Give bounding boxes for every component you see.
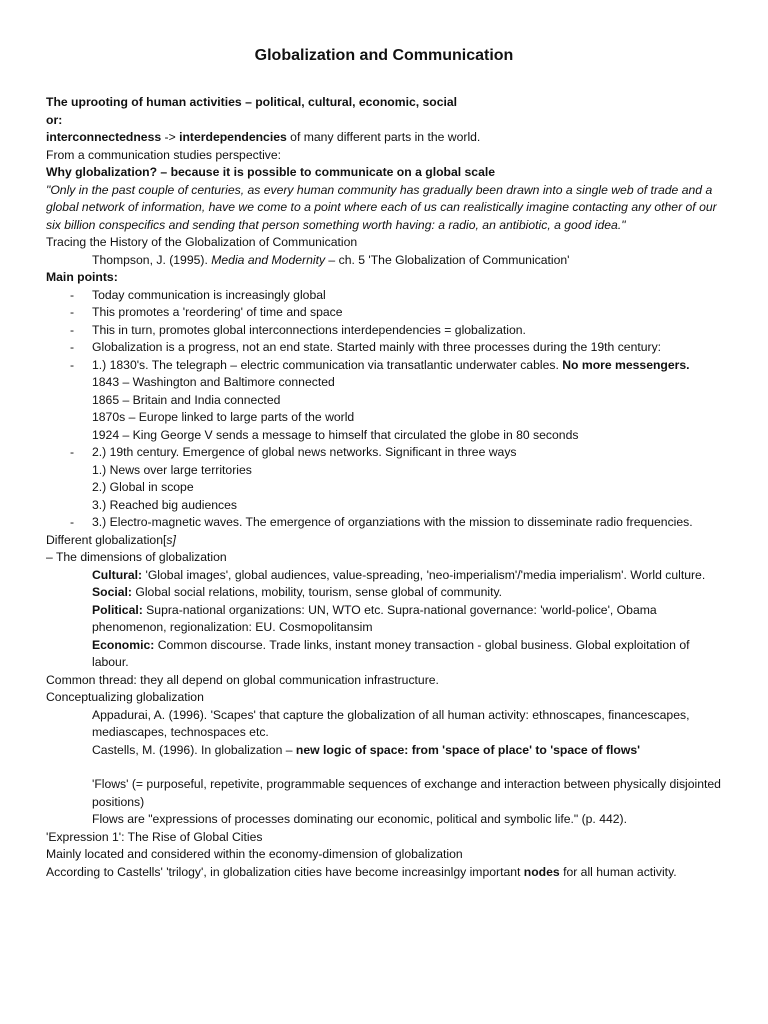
flows-quote: Flows are "expressions of processes dominating our economic, political and symbolic life." (p. 442). [92,812,627,826]
plural-s: s] [166,532,176,547]
ref-book: Media and Modernity [211,252,326,267]
interdependencies-term: interdependencies [179,130,287,144]
dash-marker: - [70,340,75,354]
conceptualizing-heading: Conceptualizing globalization [46,690,204,704]
point-4 [46,339,726,357]
dash-marker: - [70,515,75,529]
castells-trilogy [46,864,726,882]
telegraph-1865: 1865 – Britain and India connected [92,392,281,407]
point-5 [46,357,726,375]
economic-text: Common discourse. Trade links, instant money transaction - global business. Global exploitation of labour. [92,637,690,669]
trilogy-text: According to Castells' 'trilogy', in globalization cities have become increasinlgy important [46,864,524,879]
point-5-text: 1.) 1830's. The telegraph – electric communication via transatlantic underwater cables. [92,357,563,372]
page-title: Globalization and Communication [254,47,514,64]
telegraph-1924: 1924 – King George V sends a message to himself that circulated the globe in 80 seconds [92,427,579,442]
history-reference [46,252,726,270]
flows-term: 'Flows' [92,777,129,791]
social-label: Social: [92,585,132,599]
history-heading: Tracing the History of the Globalization of Communication [46,235,358,249]
nodes-term: nodes [523,864,560,879]
point-3 [46,322,726,340]
ref-author: Thompson, J. (1995). [92,252,212,267]
intro-line-2: or: [46,112,63,127]
document-body [46,94,726,881]
dimension-cultural [46,567,726,585]
point-3-text: This in turn, promotes global interconnections interdependencies = globalization. [92,322,526,337]
dimension-political [46,602,726,637]
political-label: Political: [92,602,143,617]
dimensions-heading-2: – The dimensions of globalization [46,550,227,564]
telegraph-1870s: 1870s – Europe linked to large parts of the world [92,410,355,424]
dimensions-heading-1 [46,532,726,550]
point-2-text: This promotes a 'reordering' of time and space [92,305,343,319]
flows-definition [46,776,726,811]
point-4-text: Globalization is a progress, not an end state. Started mainly with three processes during the 19th century: [92,340,662,354]
trilogy-end: for all human activity. [559,864,677,879]
flows-text: (= purposeful, repetivite, programmable sequences of exchange and interaction between physically disjointed positions) [92,777,721,809]
intro-line-3 [46,129,726,147]
castells-emphasis: new logic of space: from 'space of place' to 'space of flows' [295,742,641,757]
point-7-text: 3.) Electro-magnetic waves. The emergence of organziations with the mission to disseminate radio frequencies. [92,515,693,529]
social-text: Global social relations, mobility, tourism, sense global of community. [131,585,503,599]
news-sub-3: 3.) Reached big audiences [92,497,237,512]
interconnectedness-term: interconnectedness [46,130,162,144]
spacer [46,759,726,776]
political-text: Supra-national organizations: UN, WTO etc. Supra-national governance: 'world-police', Obama phenomenon, regionalization: EU. Cosmopolitansim [92,602,657,634]
dash-marker: - [70,357,75,372]
mainly-located: Mainly located and considered within the economy-dimension of globalization [46,847,463,861]
appadurai-item [46,707,726,742]
telegraph-1843: 1843 – Washington and Baltimore connected [92,375,335,389]
cultural-text: 'Global images', global audiences, value-spreading, 'neo-imperialism'/'media imperialism'. World culture. [142,567,706,582]
dimension-social [46,584,726,602]
appadurai-text: Appadurai, A. (1996). 'Scapes' that capture the globalization of all human activity: ethnoscapes, financescapes, mediascapes, technospaces etc. [92,707,690,739]
news-sub-1: 1.) News over large territories [92,462,252,477]
point-7 [46,514,726,532]
dash-marker: - [70,322,75,337]
dash-marker: - [70,445,75,459]
expression-heading: 'Expression 1': The Rise of Global Cities [46,829,263,844]
common-thread: Common thread: they all depend on global communication infrastructure. [46,672,439,687]
news-sub-2: 2.) Global in scope [92,480,194,494]
quote-paragraph: "Only in the past couple of centuries, as every human community has gradually been drawn into a single web of trade and a global network of information, have we come to a point where each of us can realistically imagine contacting any other of our six billion conspecifics and sending that person something worth having: a radio, an antibiotic, a good idea." [46,182,717,232]
intro-line-5 [46,164,726,182]
intro-line-1: The uprooting of human activities – political, cultural, economic, social [46,95,458,109]
different-globalization: Different globalization[ [46,532,167,547]
communicate-global: communicate on a global scale [314,165,496,179]
main-points-heading: Main points: [46,270,118,284]
dash-marker: - [70,305,75,319]
intro-line-3-rest: of many different parts in the world. [286,130,481,144]
point-5-emphasis: No more messengers. [562,357,690,372]
economic-label: Economic: [92,637,155,652]
point-6-text: 2.) 19th century. Emergence of global news networks. Significant in three ways [92,445,517,459]
castells-item [46,742,726,760]
cultural-label: Cultural: [92,567,143,582]
why-globalization: Why globalization? – because it is possible to [46,165,315,179]
intro-line-4: From a communication studies perspective: [46,147,282,162]
arrow-text: -> [161,130,180,144]
ref-chapter: – ch. 5 'The Globalization of Communication' [325,252,570,267]
point-1-text: Today communication is increasingly global [92,287,326,302]
point-1 [46,287,726,305]
dimension-economic [46,637,726,672]
dash-marker: - [70,287,75,302]
point-2 [46,304,726,322]
castells-text: Castells, M. (1996). In globalization – [92,742,296,757]
point-6 [46,444,726,462]
